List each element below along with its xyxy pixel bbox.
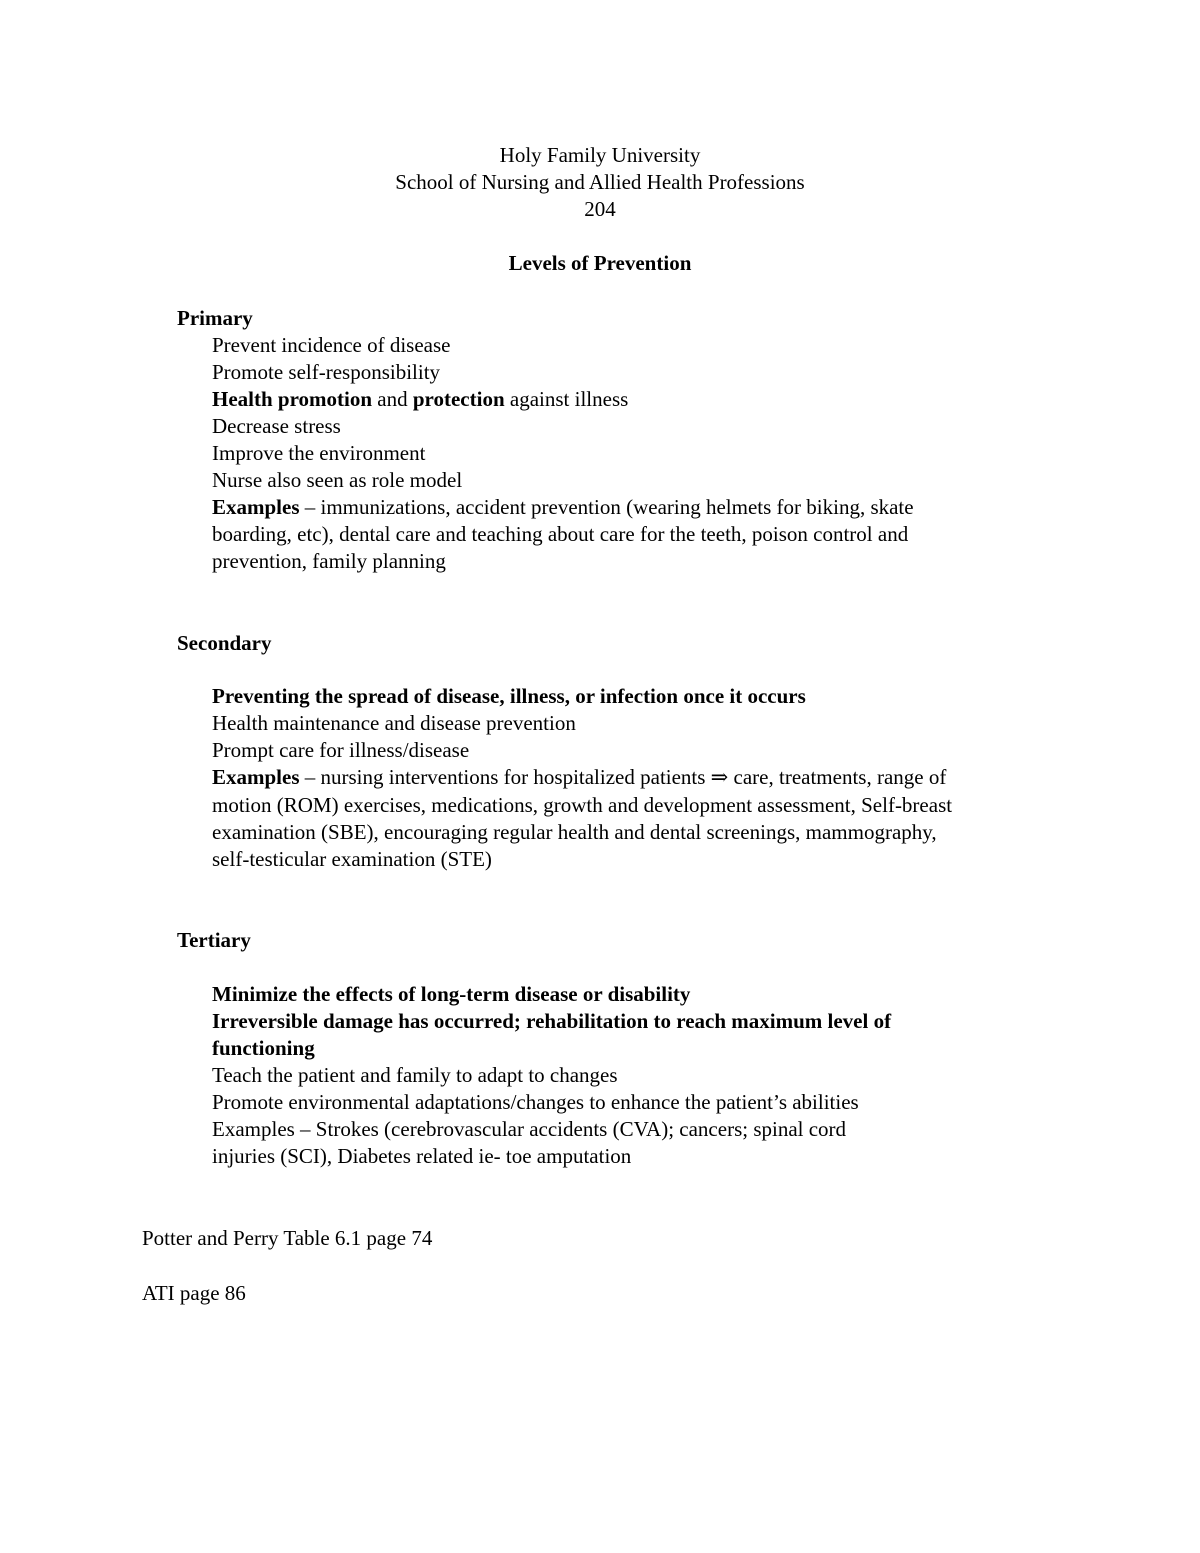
secondary-examples-label: Examples [212, 765, 300, 789]
primary-promotion-line [212, 386, 628, 413]
tertiary-bold-line: functioning [212, 1036, 315, 1060]
tertiary-bold-line: Irreversible damage has occurred; rehabilitation to reach maximum level of [212, 1009, 892, 1033]
tertiary-line: Promote environmental adaptations/changes to enhance the patient’s abilities [212, 1090, 859, 1114]
secondary-examples-line [212, 764, 946, 791]
primary-line: Prevent incidence of disease [212, 333, 451, 357]
secondary-examples-line: motion (ROM) exercises, medications, growth and development assessment, Self-breast [212, 793, 953, 817]
secondary-line: Prompt care for illness/disease [212, 738, 470, 762]
course-number: 204 [584, 197, 616, 221]
university-name: Holy Family University [499, 143, 701, 167]
secondary-examples-line: self-testicular examination (STE) [212, 847, 492, 871]
primary-examples-line: boarding, etc), dental care and teaching about care for the teeth, poison control and [212, 522, 909, 546]
primary-protection-bold: protection [412, 387, 505, 411]
secondary-line: Health maintenance and disease prevention [212, 711, 576, 735]
primary-examples-line [212, 494, 914, 521]
primary-line: Nurse also seen as role model [212, 468, 463, 492]
tertiary-heading: Tertiary [177, 928, 251, 952]
primary-examples-text: – immunizations, accident prevention (wearing helmets for biking, skate [299, 495, 914, 519]
primary-line: Decrease stress [212, 414, 341, 438]
secondary-examples-line: examination (SBE), encouraging regular health and dental screenings, mammography, [212, 820, 937, 844]
primary-promo-bold: Health promotion [212, 387, 373, 411]
primary-line: Promote self-responsibility [212, 360, 441, 384]
primary-line: Improve the environment [212, 441, 426, 465]
primary-promo-rest: against illness [504, 387, 629, 411]
tertiary-bold-line: Minimize the effects of long-term disease or disability [212, 982, 691, 1006]
school-name: School of Nursing and Allied Health Professions [395, 170, 805, 194]
tertiary-line: Teach the patient and family to adapt to changes [212, 1063, 618, 1087]
secondary-heading: Secondary [177, 631, 272, 655]
primary-examples-line: prevention, family planning [212, 549, 446, 573]
primary-examples-label: Examples [212, 495, 300, 519]
secondary-bold-line: Preventing the spread of disease, illness, or infection once it occurs [212, 684, 806, 708]
secondary-examples-text: – nursing interventions for hospitalized patients ⇒ care, treatments, range of [299, 765, 947, 789]
primary-heading: Primary [177, 306, 253, 330]
reference-line: Potter and Perry Table 6.1 page 74 [142, 1226, 433, 1250]
tertiary-line: Examples – Strokes (cerebrovascular accidents (CVA); cancers; spinal cord [212, 1117, 847, 1141]
reference-line: ATI page 86 [142, 1281, 246, 1305]
tertiary-line: injuries (SCI), Diabetes related ie- toe amputation [212, 1144, 632, 1168]
primary-promo-and: and [372, 387, 413, 411]
page-title: Levels of Prevention [508, 251, 692, 275]
